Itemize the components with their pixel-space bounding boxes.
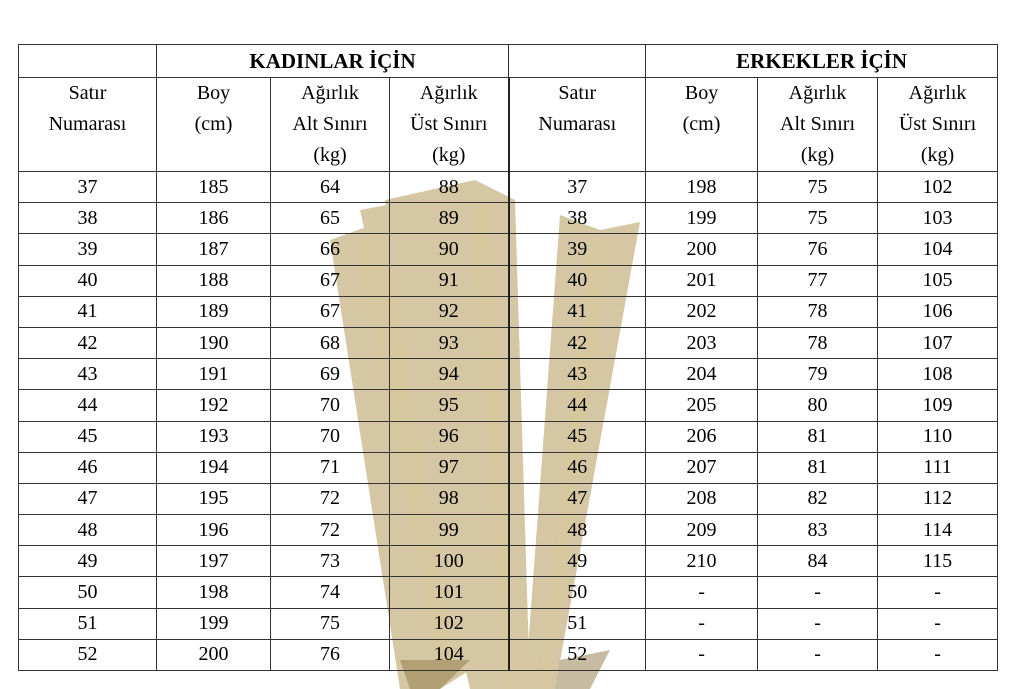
men-row-number-cell: 52 <box>509 639 646 670</box>
men-row-number-cell: 49 <box>509 546 646 577</box>
table-row <box>19 483 998 514</box>
women-row-number-cell: 38 <box>19 203 157 234</box>
men-height-cell: 199 <box>646 203 758 234</box>
header-line: Alt Sınırı <box>292 113 368 135</box>
women-row-number-cell: 39 <box>19 234 157 265</box>
men-height-cell: 203 <box>646 327 758 358</box>
women-lower-weight-cell: 70 <box>271 421 390 452</box>
men-lower-weight-header <box>758 78 878 172</box>
women-row-number-cell: 50 <box>19 577 157 608</box>
table-row <box>19 234 998 265</box>
men-height-cell: 201 <box>646 265 758 296</box>
men-lower-weight-cell: - <box>758 639 878 670</box>
women-row-number-cell: 44 <box>19 390 157 421</box>
header-line: (cm) <box>194 113 233 135</box>
men-row-number-cell: 42 <box>509 327 646 358</box>
women-height-cell: 191 <box>157 359 271 390</box>
women-height-cell: 193 <box>157 421 271 452</box>
women-upper-weight-cell: 90 <box>390 234 509 265</box>
women-lower-weight-cell: 67 <box>271 296 390 327</box>
men-lower-weight-cell: - <box>758 577 878 608</box>
men-row-number-cell: 44 <box>509 390 646 421</box>
men-upper-weight-cell: 102 <box>878 172 998 203</box>
men-lower-weight-cell: 83 <box>758 515 878 546</box>
header-line: Üst Sınırı <box>898 113 977 135</box>
women-upper-weight-cell: 89 <box>390 203 509 234</box>
men-row-number-header <box>509 78 646 172</box>
women-row-number-cell: 37 <box>19 172 157 203</box>
men-upper-weight-cell: - <box>878 577 998 608</box>
men-upper-weight-cell: 108 <box>878 359 998 390</box>
men-row-number-cell: 40 <box>509 265 646 296</box>
men-upper-weight-cell: 107 <box>878 327 998 358</box>
header-line: Numarası <box>48 113 127 135</box>
men-height-cell: 204 <box>646 359 758 390</box>
men-row-number-cell: 50 <box>509 577 646 608</box>
header-line: Satır <box>68 82 107 104</box>
men-height-header <box>646 78 758 172</box>
men-row-number-cell: 47 <box>509 483 646 514</box>
women-row-number-cell: 45 <box>19 421 157 452</box>
women-upper-weight-cell: 88 <box>390 172 509 203</box>
header-line: (kg) <box>432 144 466 166</box>
header-line: Alt Sınırı <box>780 113 856 135</box>
men-upper-weight-cell: - <box>878 608 998 639</box>
men-row-number-cell: 45 <box>509 421 646 452</box>
women-row-number-header <box>19 78 157 172</box>
women-upper-weight-cell: 104 <box>390 639 509 670</box>
men-height-cell: 198 <box>646 172 758 203</box>
women-lower-weight-cell: 75 <box>271 608 390 639</box>
women-height-cell: 195 <box>157 483 271 514</box>
women-lower-weight-cell: 71 <box>271 452 390 483</box>
women-lower-weight-cell: 65 <box>271 203 390 234</box>
women-upper-weight-cell: 96 <box>390 421 509 452</box>
men-lower-weight-cell: 77 <box>758 265 878 296</box>
header-line: (cm) <box>682 113 721 135</box>
header-line: Ağırlık <box>419 82 478 104</box>
men-upper-weight-cell: 112 <box>878 483 998 514</box>
men-lower-weight-cell: 84 <box>758 546 878 577</box>
table-row <box>19 327 998 358</box>
men-row-number-cell: 43 <box>509 359 646 390</box>
header-line: (kg) <box>800 144 835 166</box>
women-upper-weight-cell: 100 <box>390 546 509 577</box>
women-height-cell: 187 <box>157 234 271 265</box>
women-upper-weight-cell: 97 <box>390 452 509 483</box>
women-upper-weight-cell: 102 <box>390 608 509 639</box>
header-line: Ağırlık <box>788 82 847 104</box>
men-lower-weight-cell: 79 <box>758 359 878 390</box>
women-group-header: KADINLAR İÇİN <box>157 45 509 78</box>
women-upper-weight-cell: 94 <box>390 359 509 390</box>
men-lower-weight-cell: 76 <box>758 234 878 265</box>
women-height-cell: 200 <box>157 639 271 670</box>
women-upper-weight-cell: 92 <box>390 296 509 327</box>
women-row-number-cell: 49 <box>19 546 157 577</box>
women-lower-weight-cell: 74 <box>271 577 390 608</box>
women-height-cell: 198 <box>157 577 271 608</box>
table-row <box>19 452 998 483</box>
women-row-number-cell: 47 <box>19 483 157 514</box>
header-line: Numarası <box>538 113 617 135</box>
men-height-cell: - <box>646 639 758 670</box>
women-row-number-cell: 41 <box>19 296 157 327</box>
men-upper-weight-cell: 111 <box>878 452 998 483</box>
men-upper-weight-cell: 115 <box>878 546 998 577</box>
men-height-cell: 200 <box>646 234 758 265</box>
men-height-cell: - <box>646 577 758 608</box>
empty-header-cell <box>19 45 157 78</box>
table-row <box>19 421 998 452</box>
women-upper-weight-cell: 93 <box>390 327 509 358</box>
table-row <box>19 203 998 234</box>
men-height-cell: 205 <box>646 390 758 421</box>
men-lower-weight-cell: 78 <box>758 296 878 327</box>
women-upper-weight-cell: 98 <box>390 483 509 514</box>
women-lower-weight-cell: 72 <box>271 515 390 546</box>
women-lower-weight-header <box>271 78 390 172</box>
men-upper-weight-header <box>878 78 998 172</box>
men-upper-weight-cell: 114 <box>878 515 998 546</box>
table-row <box>19 639 998 670</box>
women-height-cell: 192 <box>157 390 271 421</box>
table-row <box>19 390 998 421</box>
women-lower-weight-cell: 73 <box>271 546 390 577</box>
men-upper-weight-cell: 105 <box>878 265 998 296</box>
women-upper-weight-header <box>390 78 509 172</box>
header-line: Boy <box>684 82 719 104</box>
men-lower-weight-cell: 75 <box>758 172 878 203</box>
women-lower-weight-cell: 64 <box>271 172 390 203</box>
women-height-cell: 190 <box>157 327 271 358</box>
men-row-number-cell: 51 <box>509 608 646 639</box>
men-lower-weight-cell: 80 <box>758 390 878 421</box>
women-height-cell: 196 <box>157 515 271 546</box>
men-lower-weight-cell: 81 <box>758 421 878 452</box>
men-row-number-cell: 41 <box>509 296 646 327</box>
women-lower-weight-cell: 70 <box>271 390 390 421</box>
men-upper-weight-cell: 106 <box>878 296 998 327</box>
men-height-cell: 206 <box>646 421 758 452</box>
men-upper-weight-cell: 104 <box>878 234 998 265</box>
table-row <box>19 172 998 203</box>
women-lower-weight-cell: 76 <box>271 639 390 670</box>
women-upper-weight-cell: 95 <box>390 390 509 421</box>
men-upper-weight-cell: 103 <box>878 203 998 234</box>
header-line: Boy <box>196 82 231 104</box>
men-lower-weight-cell: 81 <box>758 452 878 483</box>
men-upper-weight-cell: - <box>878 639 998 670</box>
group-header-row <box>19 45 998 78</box>
men-row-number-cell: 46 <box>509 452 646 483</box>
header-line: (kg) <box>920 144 955 166</box>
table-row <box>19 608 998 639</box>
men-row-number-cell: 39 <box>509 234 646 265</box>
men-lower-weight-cell: - <box>758 608 878 639</box>
men-lower-weight-cell: 75 <box>758 203 878 234</box>
men-upper-weight-cell: 110 <box>878 421 998 452</box>
women-row-number-cell: 46 <box>19 452 157 483</box>
women-height-cell: 188 <box>157 265 271 296</box>
table-row <box>19 265 998 296</box>
women-row-number-cell: 52 <box>19 639 157 670</box>
women-lower-weight-cell: 67 <box>271 265 390 296</box>
women-row-number-cell: 48 <box>19 515 157 546</box>
women-height-cell: 185 <box>157 172 271 203</box>
table-row <box>19 515 998 546</box>
men-height-cell: 202 <box>646 296 758 327</box>
women-lower-weight-cell: 72 <box>271 483 390 514</box>
men-group-header: ERKEKLER İÇİN <box>646 45 998 78</box>
table-row <box>19 359 998 390</box>
women-row-number-cell: 42 <box>19 327 157 358</box>
header-line: Satır <box>558 82 597 104</box>
women-lower-weight-cell: 69 <box>271 359 390 390</box>
table-row <box>19 296 998 327</box>
women-height-header <box>157 78 271 172</box>
men-height-cell: 207 <box>646 452 758 483</box>
men-lower-weight-cell: 82 <box>758 483 878 514</box>
men-row-number-cell: 38 <box>509 203 646 234</box>
header-line: Ağırlık <box>301 82 359 104</box>
women-upper-weight-cell: 101 <box>390 577 509 608</box>
men-height-cell: 209 <box>646 515 758 546</box>
header-line: Ağırlık <box>908 82 967 104</box>
women-height-cell: 197 <box>157 546 271 577</box>
women-height-cell: 186 <box>157 203 271 234</box>
men-upper-weight-cell: 109 <box>878 390 998 421</box>
men-height-cell: 208 <box>646 483 758 514</box>
men-height-cell: - <box>646 608 758 639</box>
men-row-number-cell: 48 <box>509 515 646 546</box>
women-height-cell: 199 <box>157 608 271 639</box>
table-body <box>19 172 998 671</box>
women-upper-weight-cell: 99 <box>390 515 509 546</box>
men-row-number-cell: 37 <box>509 172 646 203</box>
header-line: Üst Sınırı <box>410 113 488 135</box>
men-height-cell: 210 <box>646 546 758 577</box>
women-row-number-cell: 43 <box>19 359 157 390</box>
women-upper-weight-cell: 91 <box>390 265 509 296</box>
men-lower-weight-cell: 78 <box>758 327 878 358</box>
weight-height-table <box>18 44 998 671</box>
column-header-row <box>19 78 998 172</box>
women-row-number-cell: 51 <box>19 608 157 639</box>
empty-header-cell <box>509 45 646 78</box>
table-row <box>19 577 998 608</box>
women-height-cell: 189 <box>157 296 271 327</box>
women-lower-weight-cell: 66 <box>271 234 390 265</box>
women-row-number-cell: 40 <box>19 265 157 296</box>
women-lower-weight-cell: 68 <box>271 327 390 358</box>
women-height-cell: 194 <box>157 452 271 483</box>
header-line: (kg) <box>313 144 347 166</box>
table-row <box>19 546 998 577</box>
